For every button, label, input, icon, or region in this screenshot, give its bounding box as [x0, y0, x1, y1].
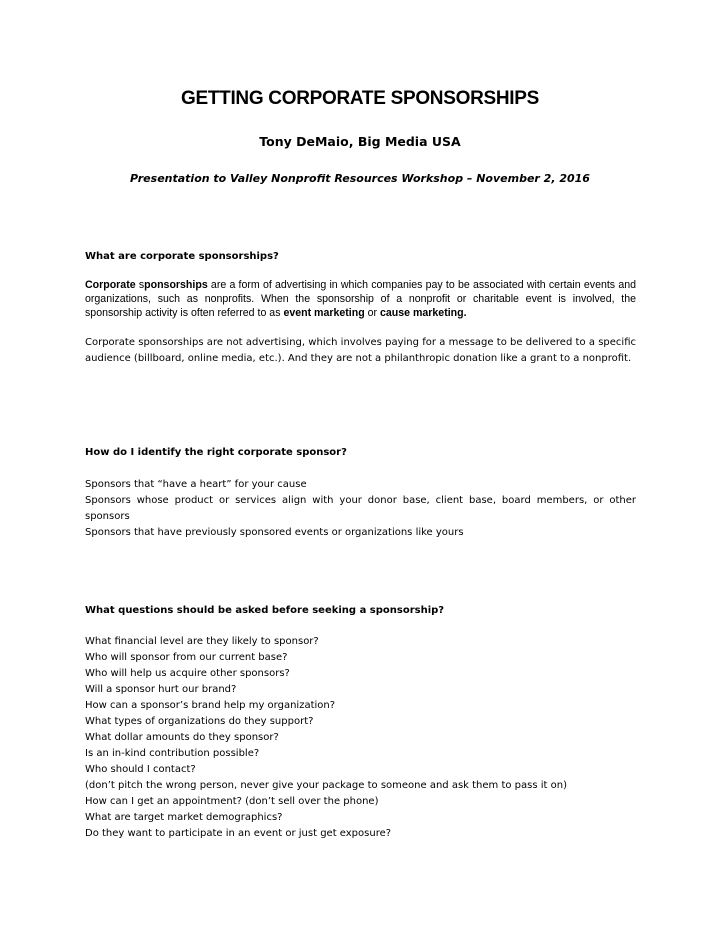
- presentation-line: Presentation to Valley Nonprofit Resources Workshop – November 2, 2016: [130, 172, 590, 185]
- bold-ponsorships: ponsorships: [144, 279, 208, 291]
- questions-list: [85, 634, 645, 842]
- list-item: Do they want to participate in an event or just get exposure?: [85, 828, 392, 839]
- list-item: Sponsors that “have a heart” for your cause: [85, 479, 307, 490]
- list-item: Will a sponsor hurt our brand?: [85, 684, 237, 695]
- bold-cause-marketing: cause marketing.: [380, 307, 467, 319]
- not-advertising-paragraph: Corporate sponsorships are not advertising, which involves paying for a message to be delivered to a specific audience (billboard, online media, etc.). And they are not a philanthropic donation like a grant to a nonprofit.: [85, 337, 636, 364]
- sponsor-criteria-list: [85, 477, 645, 541]
- list-item: What financial level are they likely to sponsor?: [85, 636, 319, 647]
- list-item: (don’t pitch the wrong person, never give your package to someone and ask them to pass it on): [85, 780, 567, 791]
- section-heading-what-are: What are corporate sponsorships?: [85, 251, 279, 262]
- list-item: Who should I contact?: [85, 764, 196, 775]
- author-line: Tony DeMaio, Big Media USA: [259, 134, 461, 149]
- bold-event-marketing: event marketing: [283, 307, 365, 319]
- list-item: What are target market demographics?: [85, 812, 283, 823]
- list-item: Who will sponsor from our current base?: [85, 652, 288, 663]
- list-item: Sponsors that have previously sponsored events or organizations like yours: [85, 527, 464, 538]
- list-item: Who will help us acquire other sponsors?: [85, 668, 290, 679]
- list-item: Sponsors whose product or services align with your donor base, client base, board members, or other sponsors: [85, 495, 636, 522]
- definition-text: are a form of advertising in which companies pay to be associated with certain events and organizations, such as nonprofits. When the sponsorship of a nonprofit or charitable event is involved, the sponsorship activity is often referred to as: [85, 279, 636, 319]
- list-item: How can a sponsor’s brand help my organization?: [85, 700, 336, 711]
- section-heading-identify-sponsor: How do I identify the right corporate sponsor?: [85, 447, 347, 458]
- list-item: What types of organizations do they support?: [85, 716, 314, 727]
- list-item: How can I get an appointment? (don’t sell over the phone): [85, 796, 379, 807]
- document-title: GETTING CORPORATE SPONSORSHIPS: [180, 88, 540, 109]
- section-heading-questions: What questions should be asked before seeking a sponsorship?: [85, 605, 445, 616]
- text-or: or: [364, 307, 380, 319]
- bold-corporate: Corporate: [85, 279, 136, 291]
- text-s: s: [135, 279, 145, 291]
- list-item: Is an in-kind contribution possible?: [85, 748, 260, 759]
- list-item: What dollar amounts do they sponsor?: [85, 732, 279, 743]
- definition-paragraph: [85, 278, 636, 320]
